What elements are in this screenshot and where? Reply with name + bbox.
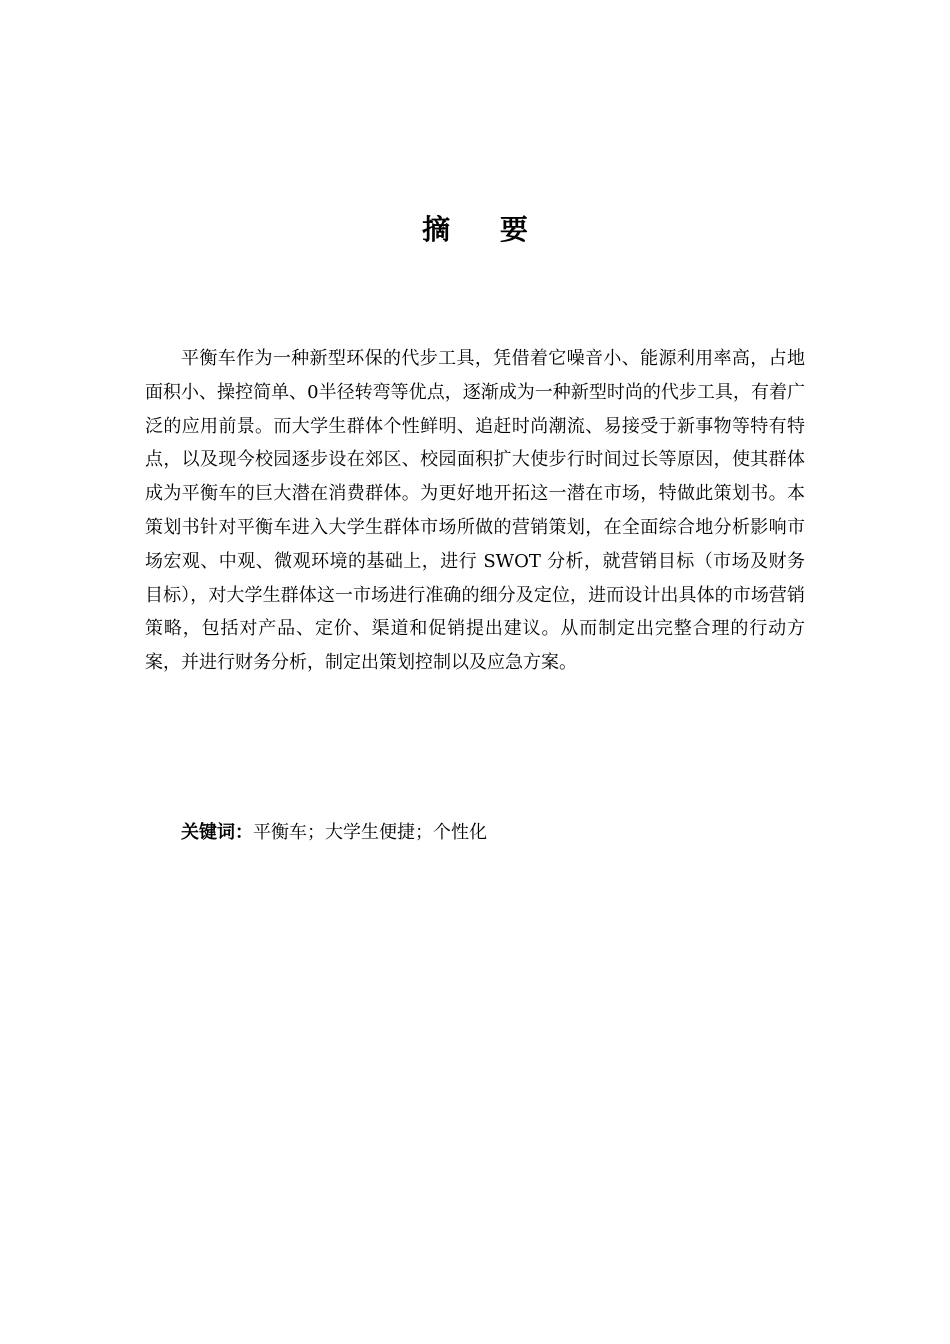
- keywords-line: [181, 816, 801, 849]
- abstract-paragraph: 平衡车作为一种新型环保的代步工具，凭借着它噪音小、能源利用率高，占地面积小、操控简单、0半径转弯等优点，逐渐成为一种新型时尚的代步工具，有着广泛的应用前景。而大学生群体个性鲜明、追赶时尚潮流、易接受于新事物等特有特点，以及现今校园逐步设在郊区、校园面积扩大使步行时间过长等原因，使其群体成为平衡车的巨大潜在消费群体。为更好地开拓这一潜在市场，特做此策划书。本策划书针对平衡车进入大学生群体市场所做的营销策划，在全面综合地分析影响市场宏观、中观、微观环境的基础上，进行 SWOT 分析，就营销目标（市场及财务目标），对大学生群体这一市场进行准确的细分及定位，进而设计出具体的市场营销策略，包括对产品、定价、渠道和促销提出建议。从而制定出完整合理的行动方案，并进行财务分析，制定出策划控制以及应急方案。: [145, 348, 805, 674]
- keywords-label: 关键词：: [181, 822, 253, 843]
- page-title: 摘 要: [422, 213, 548, 246]
- keywords-text: 平衡车；大学生便捷；个性化: [253, 822, 487, 843]
